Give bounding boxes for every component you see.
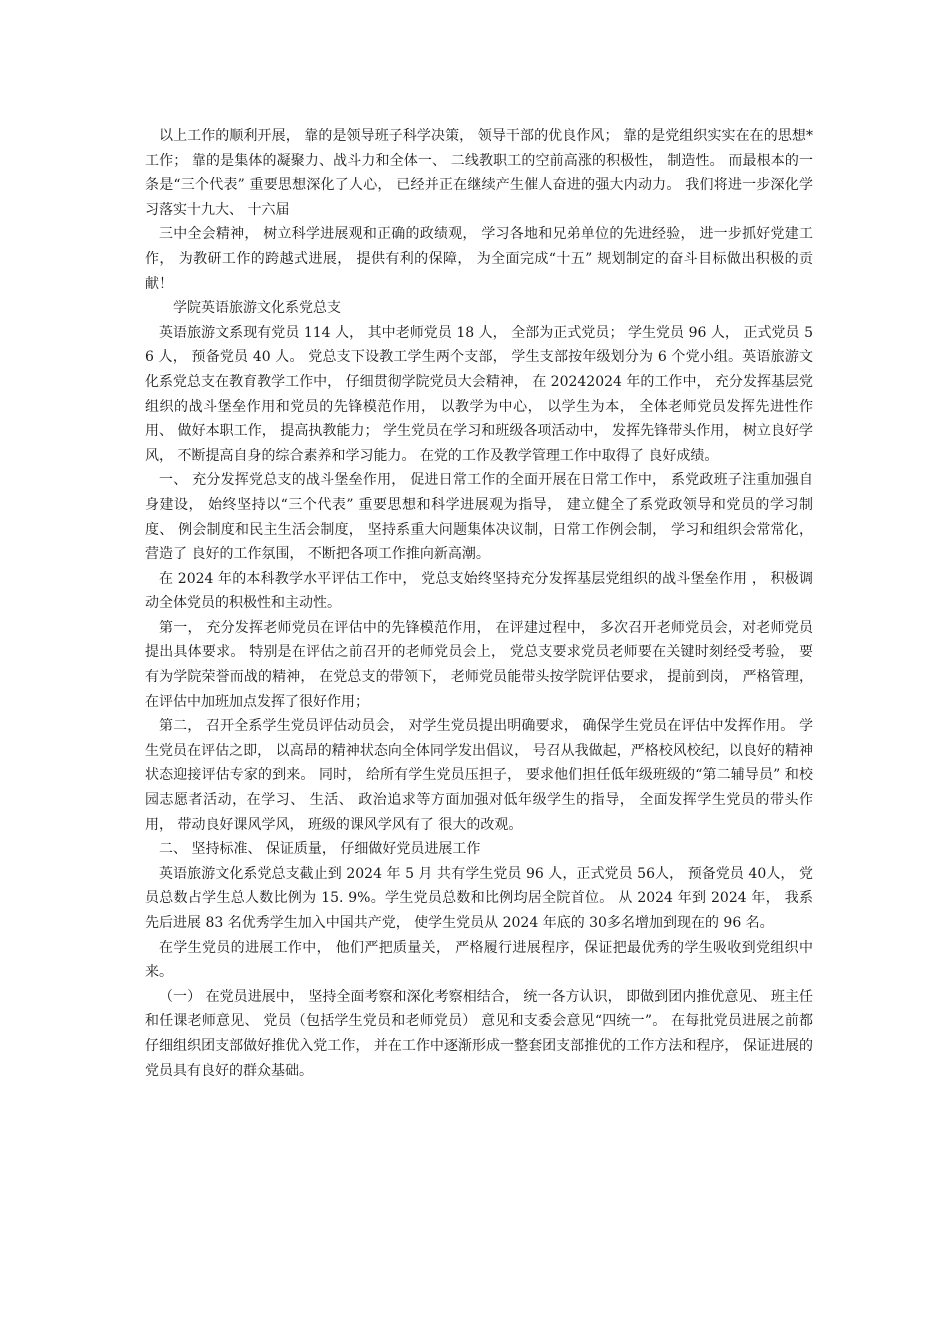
paragraph-6: 第一， 充分发挥老师党员在评估中的先锋模范作用， 在评建过程中， 多次召开老师党员会，对老师党员提出具体要求。 特别是在评估之前召开的老师党员会上， 党总支要求党员老师要在关键时刻经受考验， 要有为学院荣誉而战的精神， 在党总支的带领下， 老师党员能带头按学院评估要求， 提前到岗， 严格管理， 在评估中加班加点发挥了很好作用； [145,619,813,710]
paragraph-10: （一） 在党员进展中， 坚持全面考察和深化考察相结合， 统一各方认识， 即做到团内推优意见、 班主任和任课老师意见、 党员（包括学生党员和老师党员） 意见和支委会意见“四统一”。 在每批党员进展之前都仔细组织团支部做好推优入党工作， 并在工作中逐渐形成一整套团支部推优的工作方法和程序， 保证进展的党员具有良好的群众基础。 [145,988,813,1079]
subheading-2: 二、 坚持标准、 保证质量， 仔细做好党员进展工作 [159,841,481,858]
paragraph-4: 一、 充分发挥党总支的战斗堡垒作用， 促进日常工作的全面开展在日常工作中， 系党政班子注重加强自身建设， 始终坚持以“三个代表” 重要思想和科学进展观为指导， 建立健全了系党政领导和党员的学习制度、 例会制度和民主生活会制度， 坚持系重大问题集体决议制，日常工作例会制， 学习和组织会常常化， 营造了 良好的工作氛围， 不断把各项工作推向新高潮。 [145,472,813,563]
document-page [145,124,813,1083]
paragraph-3: 英语旅游文系现有党员 114 人， 其中老师党员 18 人， 全部为正式党员； 学生党员 96 人， 正式党员 56 人， 预备党员 40 人。 党总支下设教工学生两个支部， 学生支部按年级划分为 6 个党小组。英语旅游文化系党总支在教育教学工作中， 仔细贯彻学院党员大会精神， 在 20242024 年的工作中， 充分发挥基层党组织的战斗堡垒作用和党员的先锋模范作用， 以教学为中心， 以学生为本， 全体老师党员发挥先进性作用、 做好本职工作， 提高执教能力； 学生党员在学习和班级各项活动中， 发挥先锋带头作用， 树立良好学风， 不断提高自身的综合素养和学习能力。 在党的工作及教学管理工作中取得了 良好成绩。 [145,324,813,464]
section-heading: 学院英语旅游文化系党总支 [173,300,341,317]
paragraph-9: 在学生党员的进展工作中， 他们严把质量关， 严格履行进展程序，保证把最优秀的学生吸收到党组织中来。 [145,939,813,981]
paragraph-7: 第二， 召开全系学生党员评估动员会， 对学生党员提出明确要求， 确保学生党员在评估中发挥作用。 学生党员在评估之即， 以高昂的精神状态向全体同学发出倡议， 号召从我做起，严格校风校纪，以良好的精神状态迎接评估专家的到来。 同时， 给所有学生党员压担子， 要求他们担任低年级班级的“第二辅导员” 和校园志愿者活动，在学习、 生活、 政治追求等方面加强对低年级学生的指导， 全面发挥学生党员的带头作用， 带动良好课风学风， 班级的课风学风有了 很大的改观。 [145,718,813,833]
paragraph-5: 在 2024 年的本科教学水平评估工作中， 党总支始终坚持充分发挥基层党组织的战斗堡垒作用 ， 积极调动全体党员的积极性和主动性。 [145,570,813,612]
paragraph-8: 英语旅游文化系党总支截止到 2024 年 5 月 共有学生党员 96 人，正式党员 56人， 预备党员 40人， 党员总数占学生总人数比例为 15. 9%。学生党员总数和比例均居全院首位。 从 2024 年到 2024 年， 我系先后进展 83 名优秀学生加入中国共产党， 使学生党员从 2024 年底的 30多名增加到现在的 96 名。 [145,865,813,931]
paragraph-2: 三中全会精神， 树立科学进展观和正确的政绩观， 学习各地和兄弟单位的先进经验， 进一步抓好党建工作， 为教研工作的跨越式进展， 提供有利的保障， 为全面完成“十五” 规划制定的奋斗目标做出积极的贡献！ [145,226,813,292]
paragraph-1: 以上工作的顺利开展， 靠的是领导班子科学决策， 领导干部的优良作风； 靠的是党组织实实在在的思想*工作； 靠的是集体的凝聚力、战斗力和全体一、 二线教职工的空前高涨的积极性， 制造性。 而最根本的一条是“三个代表” 重要思想深化了人心， 已经并正在继续产生催人奋进的强大内动力。 我们将进一步深化学习落实十九大、 十六届 [145,128,813,218]
